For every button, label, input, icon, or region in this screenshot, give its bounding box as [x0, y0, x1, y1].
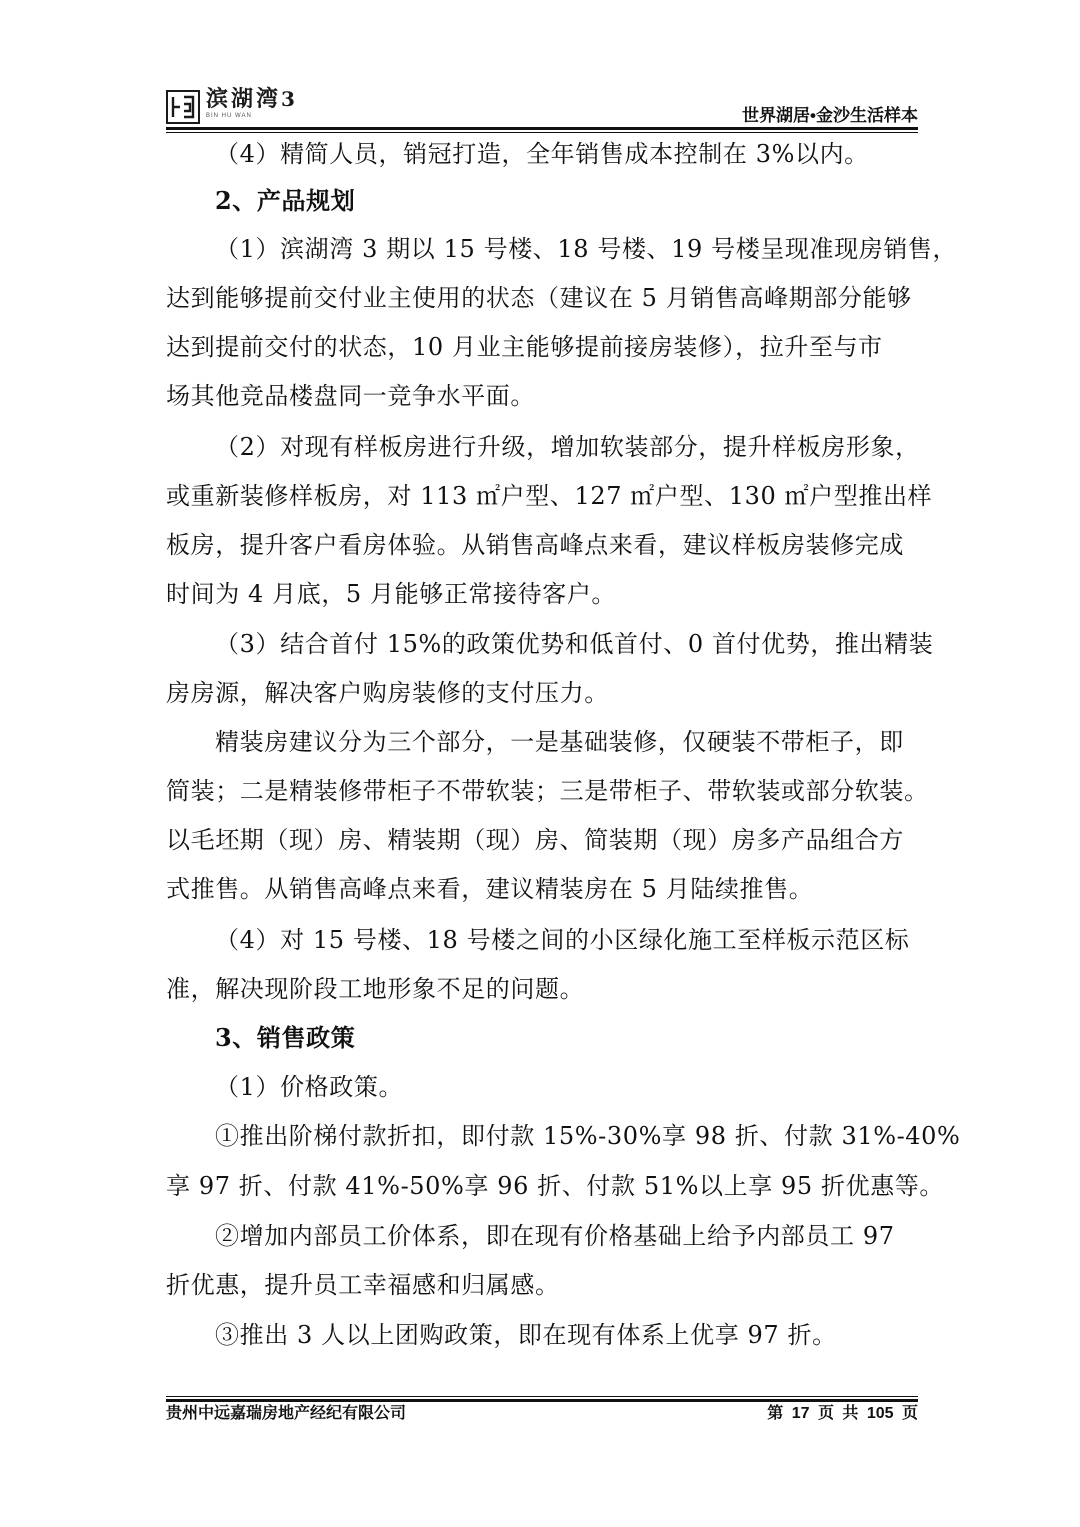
paragraph-line: 简装；二是精装修带柜子不带软装；三是带柜子、带软装或部分软装。 — [166, 777, 929, 805]
paragraph-line: 达到提前交付的状态，10 月业主能够提前接房装修），拉升至与市 — [166, 333, 883, 361]
logo-phase-mark: 3 — [281, 87, 298, 111]
footer-company: 贵州中远嘉瑞房地产经纪有限公司 — [166, 1405, 407, 1422]
footer-rule-thick — [166, 1399, 918, 1402]
section-heading: 2、产品规划 — [215, 186, 356, 215]
footer-rule-thin — [166, 1396, 918, 1397]
paragraph-line: 达到能够提前交付业主使用的状态（建议在 5 月销售高峰期部分能够 — [166, 284, 912, 312]
section-heading: 3、销售政策 — [215, 1023, 356, 1052]
paragraph-line: 场其他竞品楼盘同一竞争水平面。 — [166, 382, 535, 410]
paragraph-line: （4）精简人员，销冠打造，全年销售成本控制在 3%以内。 — [215, 140, 869, 168]
paragraph-line: ①推出阶梯付款折扣，即付款 15%-30%享 98 折、付款 31%-40% — [215, 1122, 961, 1150]
paragraph-line: 享 97 折、付款 41%-50%享 96 折、付款 51%以上享 95 折优惠等。 — [166, 1172, 944, 1200]
paragraph-line: 板房，提升客户看房体验。从销售高峰点来看，建议样板房装修完成 — [166, 531, 904, 559]
paragraph-line: ②增加内部员工价体系，即在现有价格基础上给予内部员工 97 — [215, 1222, 895, 1250]
paragraph-line: （2）对现有样板房进行升级，增加软装部分，提升样板房形象， — [215, 433, 920, 461]
logo-seal-icon — [166, 90, 200, 124]
paragraph-line: ③推出 3 人以上团购政策，即在现有体系上优享 97 折。 — [215, 1321, 837, 1349]
paragraph-line: （1）价格政策。 — [215, 1073, 404, 1101]
paragraph-line: （1）滨湖湾 3 期以 15 号楼、18 号楼、19 号楼呈现准现房销售， — [215, 235, 958, 263]
paragraph-line: 房房源，解决客户购房装修的支付压力。 — [166, 679, 609, 707]
paragraph-line: 准，解决现阶段工地形象不足的问题。 — [166, 975, 585, 1003]
logo-subtitle: BIN HU WAN — [206, 113, 252, 119]
header-slogan: 世界湖居•金沙生活样本 — [742, 106, 918, 125]
page-header — [166, 86, 918, 128]
paragraph-line: （4）对 15 号楼、18 号楼之间的小区绿化施工至样板示范区标 — [215, 926, 910, 954]
paragraph-line: 折优惠，提升员工幸福感和归属感。 — [166, 1271, 560, 1299]
paragraph-line: 或重新装修样板房，对 113 ㎡户型、127 ㎡户型、130 ㎡户型推出样 — [166, 482, 933, 510]
brand-logo — [166, 86, 298, 128]
paragraph-line: 式推售。从销售高峰点来看，建议精装房在 5 月陆续推售。 — [166, 875, 814, 903]
header-rule-thick — [166, 127, 918, 130]
paragraph-line: 以毛坯期（现）房、精装期（现）房、简装期（现）房多产品组合方 — [166, 826, 904, 854]
header-rule-thin — [166, 132, 918, 133]
paragraph-line: 时间为 4 月底，5 月能够正常接待客户。 — [166, 580, 617, 608]
footer-page-number: 第 17 页 共 105 页 — [767, 1405, 918, 1422]
logo-wordmark: 滨湖湾 — [206, 86, 282, 112]
paragraph-line: 精装房建议分为三个部分，一是基础装修，仅硬装不带柜子，即 — [215, 728, 904, 756]
paragraph-line: （3）结合首付 15%的政策优势和低首付、0 首付优势，推出精装 — [215, 630, 934, 658]
